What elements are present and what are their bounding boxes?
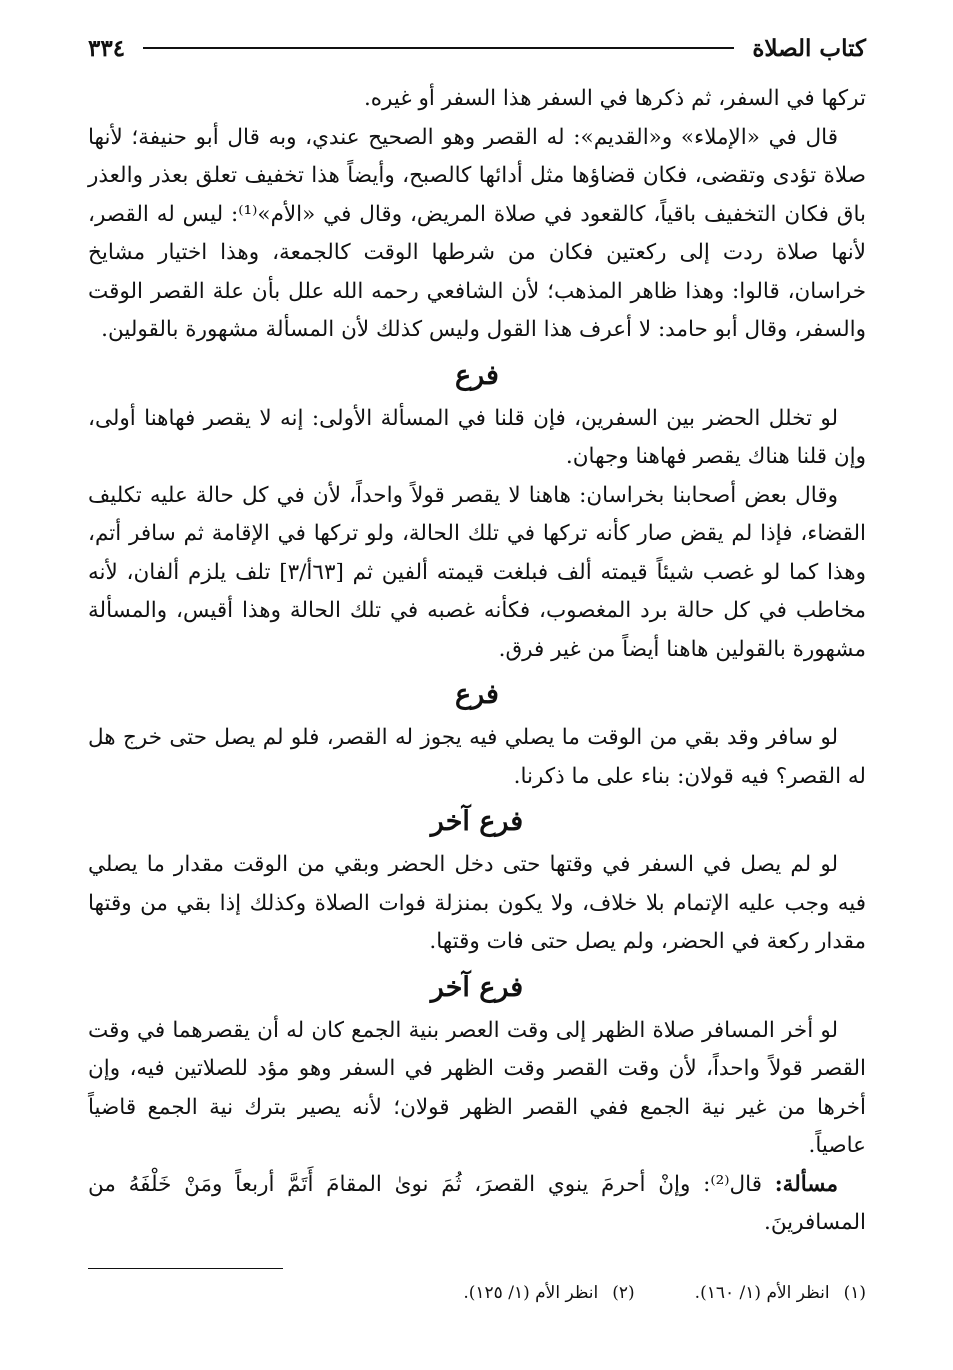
paragraph-1: تركها في السفر، ثم ذكرها في السفر هذا السفر أو غيره.: [363, 86, 866, 111]
footnote-2: [463, 1278, 634, 1308]
section-heading-far-akhar-2: فرع آخر: [430, 971, 524, 1003]
footnote-2-text: انظر الأم (١/ ١٢٥).: [463, 1283, 599, 1303]
paragraph-2: قال في «الإملاء» و«القديم»: له القصر وهو الصحيح عندي، وبه قال أبو حنيفة؛ لأنها صلاة تؤدى وتقضى، فكان قضاؤها مثل أدائها كالصبح، وأيضاً هذا تخفيف تعلق بعذر والعذر باق فكان التخفيف باقياً، كالقعود في صلاة المريض، وقال في «الأم»⁽¹⁾: ليس له القصر، لأنها صلاة ردت إلى ركعتين فكان من شرطها الوقت كالجمعة، وهذا اختيار مشايخ خراسان، قالوا: وهذا ظاهر المذهب؛ لأن الشافعي رحمه الله علل بأن علة القصر الوقت والسفر، وقال أبو حامد: لا أعرف هذا القول وليس كذلك لأن المسألة مشهورة بالقولين.: [88, 124, 866, 342]
masala-text: قال⁽²⁾: وإنْ أحرمَ ينوي القصرَ، ثُمَ نوىٰ المقامَ أَتَمَّ أربعاً ومَنْ خَلْفَهُ من المسافرينَ.: [88, 1171, 866, 1235]
section-heading-far-akhar: فرع آخر: [430, 806, 524, 837]
section-heading-far: فرع: [455, 359, 499, 391]
section-heading-far-2: فرع: [455, 679, 499, 710]
masala-label: مسألة:: [774, 1171, 838, 1197]
paragraph-5: لو سافر وقد بقي من الوقت ما يصلي فيه يجوز له القصر، فلو لم يصل حتى خرج هل له القصر؟ فيه قولان: بناء على ما ذكرنا.: [88, 725, 866, 789]
footnote-1-marker: (١): [843, 1283, 866, 1303]
page-number: ٣٣٤: [88, 34, 126, 62]
paragraph-6: لو لم يصل في السفر في وقتها حتى دخل الحضر وبقي من الوقت مقدار ما يصلي فيه وجب عليه الإتمام بلا خلاف، ولا يكون بمنزلة فوات الصلاة وكذلك إذا بقي من وقتها مقدار ركعة في الحضر، ولم يصل حتى فات وقتها.: [88, 852, 866, 954]
paragraph-4: وقال بعض أصحابنا بخراسان: هاهنا لا يقصر قولاً واحداً، لأن في كل حالة عليه تكليف القضاء، فإذا لم يقض صار كأنه تركها في تلك الحالة، ولو تركها في الإقامة ثم سافر أتم، وهذا كما لو غصب شيئاً قيمته ألف فبلغت قيمته ألفين ثم [٦٣أ/٣] تلف يلزم ألفان، لأنه مخاطب في كل حالة برد المغصوب، فكأنه غصبه في تلك الحالة وهذا أقيس، والمسألة مشهورة بالقولين هاهنا أيضاً من غير فرق.: [88, 482, 866, 662]
footnote-separator: [88, 1268, 283, 1269]
footnote-1: [695, 1278, 866, 1308]
book-title: كتاب الصلاة: [752, 34, 866, 62]
paragraph-7: لو أخر المسافر صلاة الظهر إلى وقت العصر بنية الجمع كان له أن يقصرهما في وقت القصر قولاً واحداً، لأن وقت القصر وقت الظهر في السفر وهو مؤد للصلاتين فيه، وإن أخرها من غير نية الجمع ففي القصر الظهر قولان؛ لأنه يصير بترك نية الجمع قاضياً عاصياً.: [88, 1017, 866, 1158]
footnote-2-marker: (٢): [612, 1283, 635, 1303]
footnotes: [88, 1278, 866, 1308]
footnote-1-text: انظر الأم (١/ ١٦٠).: [694, 1283, 830, 1303]
footnote-area: [88, 0, 866, 1370]
paragraph-3: لو تخلل الحضر بين السفرين، فإن قلنا في المسألة الأولى: إنه لا يقصر فهاهنا أولى، وإن قلنا هناك يقصر فهاهنا وجهان.: [88, 405, 866, 469]
